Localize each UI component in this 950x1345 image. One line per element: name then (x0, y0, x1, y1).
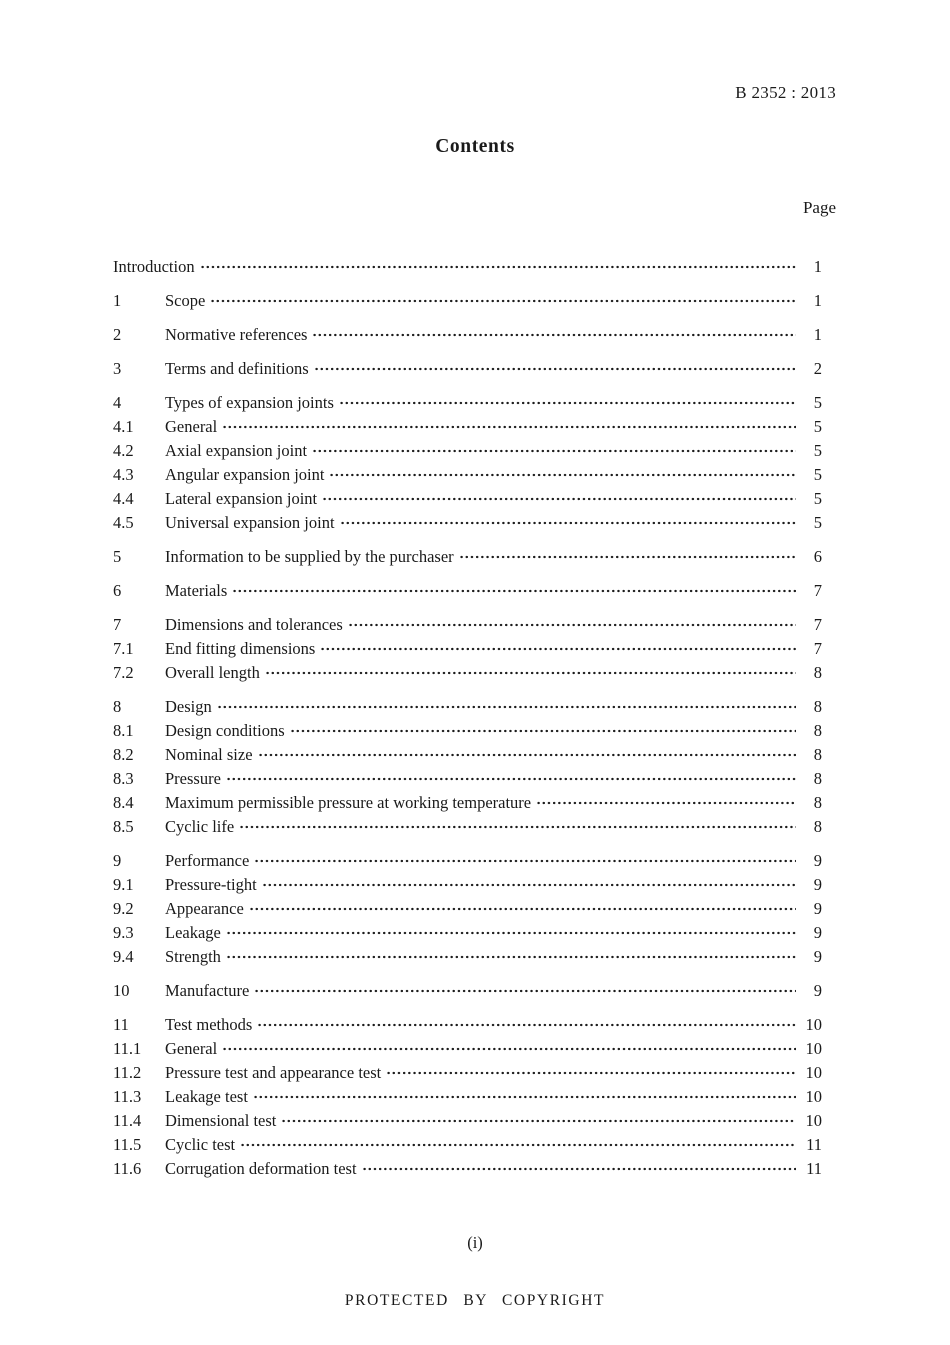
toc-entry-number: 9.1 (113, 875, 134, 894)
toc-entry (113, 921, 822, 945)
toc-entry-title: Cyclic test (165, 1135, 236, 1154)
toc-entry (113, 391, 822, 415)
toc-entry-title: Nominal size (165, 745, 253, 764)
toc-group (113, 979, 822, 1003)
toc-entry-title: Design conditions (165, 721, 285, 740)
toc-entry-number: 8 (113, 697, 122, 716)
toc-entry-title: Terms and definitions (165, 359, 309, 378)
toc-entry-number: 9.3 (113, 923, 134, 942)
toc-entry-title: Corrugation deformation test (165, 1159, 357, 1178)
toc-group (113, 579, 822, 603)
toc-group (113, 613, 822, 685)
toc-group (113, 255, 822, 279)
toc-entry-number: 2 (113, 325, 122, 344)
toc-leader-dots (226, 952, 796, 962)
toc-leader-dots (322, 494, 796, 504)
toc-entry-page: 5 (813, 513, 822, 532)
toc-entry-page: 2 (813, 359, 822, 378)
toc-entry-number: 7.2 (113, 663, 134, 682)
toc-leader-dots (362, 1164, 796, 1174)
toc-entry-number: 8.2 (113, 745, 134, 764)
toc-leader-dots (254, 856, 796, 866)
toc-leader-dots (314, 364, 796, 374)
toc-entry-title: Normative references (165, 325, 308, 344)
toc-entry-title: End fitting dimensions (165, 639, 316, 658)
toc-entry-page: 5 (813, 393, 822, 412)
toc-leader-dots (329, 470, 796, 480)
toc-entry-page: 11 (806, 1135, 822, 1154)
toc-group (113, 357, 822, 381)
toc-entry-title: Information to be supplied by the purchaser (165, 547, 454, 566)
toc-entry-page: 5 (813, 417, 822, 436)
toc-entry-title: Lateral expansion joint (165, 489, 318, 508)
toc-entry-number: 11.1 (113, 1039, 142, 1058)
toc-entry-page: 7 (813, 581, 822, 600)
toc-leader-dots (257, 1020, 796, 1030)
toc-entry-title: Strength (165, 947, 221, 966)
toc-entry-page: 10 (805, 1015, 822, 1034)
toc-entry-page: 1 (813, 257, 822, 276)
toc-leader-dots (249, 904, 796, 914)
toc-entry (113, 849, 822, 873)
footer-page-number: (i) (467, 1233, 483, 1252)
toc-group (113, 1013, 822, 1181)
toc-entry (113, 637, 822, 661)
toc-entry-title: Introduction (113, 257, 195, 276)
toc-entry (113, 613, 822, 637)
toc-leader-dots (222, 422, 796, 432)
toc-entry (113, 463, 822, 487)
toc-entry-title: Universal expansion joint (165, 513, 335, 532)
toc-leader-dots (226, 928, 796, 938)
toc-entry (113, 1013, 822, 1037)
toc-entry-title: Overall length (165, 663, 260, 682)
toc-leader-dots (240, 1140, 796, 1150)
toc-entry-page: 5 (813, 465, 822, 484)
toc-entry-title: Materials (165, 581, 228, 600)
toc-entry-number: 4.4 (113, 489, 134, 508)
toc-entry-title: Pressure test and appearance test (165, 1063, 382, 1082)
toc-group (113, 289, 822, 313)
toc-entry (113, 487, 822, 511)
toc-entry-number: 11 (113, 1015, 129, 1034)
toc-entry-page: 5 (813, 441, 822, 460)
copyright-notice: PROTECTED BY COPYRIGHT (344, 1292, 606, 1309)
toc-entry-number: 11.6 (113, 1159, 142, 1178)
toc-entry-number: 4.5 (113, 513, 134, 532)
toc-entry (113, 897, 822, 921)
toc-entry-title: Dimensions and tolerances (165, 615, 343, 634)
toc-entry-page: 5 (813, 489, 822, 508)
toc-leader-dots (258, 750, 796, 760)
toc-list (0, 255, 950, 1181)
toc-entry-page: 11 (806, 1159, 822, 1178)
toc-entry (113, 873, 822, 897)
toc-entry (113, 545, 822, 569)
toc-entry-number: 9.4 (113, 947, 134, 966)
toc-entry-title: General (165, 417, 218, 436)
toc-entry (113, 255, 822, 279)
toc-group (113, 323, 822, 347)
toc-entry-page: 9 (813, 981, 822, 1000)
toc-leader-dots (312, 330, 796, 340)
toc-entry-title: Leakage (165, 923, 221, 942)
toc-leader-dots (536, 798, 796, 808)
toc-entry-page: 8 (813, 663, 822, 682)
toc-entry (113, 289, 822, 313)
toc-entry-title: Cyclic life (165, 817, 235, 836)
toc-entry (113, 511, 822, 535)
toc-leader-dots (226, 774, 796, 784)
toc-entry-title: General (165, 1039, 218, 1058)
toc-group (113, 695, 822, 839)
toc-entry-title: Dimensional test (165, 1111, 277, 1130)
toc-entry (113, 357, 822, 381)
toc-entry-number: 9.2 (113, 899, 134, 918)
page-title: Contents (435, 136, 515, 157)
toc-entry-number: 3 (113, 359, 122, 378)
toc-entry-number: 7.1 (113, 639, 134, 658)
toc-leader-dots (253, 1092, 796, 1102)
toc-entry (113, 791, 822, 815)
toc-leader-dots (348, 620, 796, 630)
toc-entry-number: 4 (113, 393, 122, 412)
toc-entry-page: 1 (813, 291, 822, 310)
toc-entry-number: 8.1 (113, 721, 134, 740)
toc-entry-page: 9 (813, 851, 822, 870)
toc-leader-dots (320, 644, 796, 654)
toc-entry-page: 1 (813, 325, 822, 344)
toc-entry-number: 11.4 (113, 1111, 142, 1130)
toc-entry (113, 979, 822, 1003)
toc-leader-dots (217, 702, 796, 712)
toc-leader-dots (265, 668, 796, 678)
toc-entry-number: 1 (113, 291, 122, 310)
document-number: B 2352 : 2013 (735, 83, 836, 102)
toc-entry-number: 4.3 (113, 465, 134, 484)
toc-entry (113, 719, 822, 743)
toc-entry-page: 6 (813, 547, 822, 566)
toc-entry-number: 11.2 (113, 1063, 142, 1082)
toc-leader-dots (200, 262, 796, 272)
toc-entry (113, 579, 822, 603)
toc-entry-title: Performance (165, 851, 250, 870)
toc-entry-number: 8.3 (113, 769, 134, 788)
toc-entry-number: 8.5 (113, 817, 134, 836)
toc-leader-dots (281, 1116, 796, 1126)
toc-entry (113, 815, 822, 839)
toc-entry-page: 10 (805, 1063, 822, 1082)
toc-entry-title: Test methods (165, 1015, 253, 1034)
toc-entry-title: Appearance (165, 899, 244, 918)
toc-entry (113, 1037, 822, 1061)
toc-entry-page: 10 (805, 1111, 822, 1130)
toc-entry (113, 1109, 822, 1133)
toc-entry (113, 695, 822, 719)
toc-leader-dots (290, 726, 796, 736)
toc-entry-page: 9 (813, 947, 822, 966)
toc-entry-title: Types of expansion joints (165, 393, 334, 412)
page-column-label: Page (802, 198, 836, 217)
toc-entry-page: 8 (813, 793, 822, 812)
toc-entry-page: 8 (813, 817, 822, 836)
toc-entry-title: Axial expansion joint (165, 441, 308, 460)
toc-entry-page: 8 (813, 769, 822, 788)
toc-entry (113, 1085, 822, 1109)
toc-entry-page: 9 (813, 875, 822, 894)
toc-entry (113, 1157, 822, 1181)
toc-entry-number: 11.3 (113, 1087, 142, 1106)
toc-entry-title: Angular expansion joint (165, 465, 325, 484)
toc-entry (113, 661, 822, 685)
toc-entry-number: 5 (113, 547, 122, 566)
toc-entry-title: Pressure-tight (165, 875, 257, 894)
toc-entry (113, 1061, 822, 1085)
toc-entry-page: 8 (813, 745, 822, 764)
toc-entry-number: 8.4 (113, 793, 134, 812)
toc-entry-title: Maximum permissible pressure at working temperature (165, 793, 532, 812)
toc-entry (113, 415, 822, 439)
toc-entry-number: 6 (113, 581, 122, 600)
toc-leader-dots (459, 552, 796, 562)
toc-leader-dots (262, 880, 796, 890)
toc-entry-page: 7 (813, 615, 822, 634)
toc-group (113, 849, 822, 969)
toc-entry-title: Scope (165, 291, 206, 310)
toc-entry-page: 8 (813, 697, 822, 716)
toc-leader-dots (254, 986, 796, 996)
toc-group (113, 545, 822, 569)
toc-entry-number: 7 (113, 615, 122, 634)
toc-entry-page: 10 (805, 1039, 822, 1058)
toc-entry-title: Design (165, 697, 212, 716)
toc-entry-title: Manufacture (165, 981, 250, 1000)
toc-leader-dots (340, 518, 796, 528)
toc-entry-number: 4.1 (113, 417, 134, 436)
toc-leader-dots (386, 1068, 796, 1078)
toc-leader-dots (222, 1044, 796, 1054)
toc-entry-number: 11.5 (113, 1135, 142, 1154)
toc-entry (113, 767, 822, 791)
toc-entry-page: 9 (813, 899, 822, 918)
toc-entry (113, 743, 822, 767)
toc-leader-dots (339, 398, 796, 408)
toc-leader-dots (239, 822, 796, 832)
toc-entry-page: 7 (813, 639, 822, 658)
toc-entry-number: 9 (113, 851, 122, 870)
toc-entry-page: 8 (813, 721, 822, 740)
toc-entry (113, 945, 822, 969)
toc-leader-dots (210, 296, 796, 306)
toc-entry-page: 9 (813, 923, 822, 942)
toc-entry-number: 4.2 (113, 441, 134, 460)
toc-entry (113, 323, 822, 347)
toc-group (113, 391, 822, 535)
toc-entry (113, 1133, 822, 1157)
toc-entry-title: Pressure (165, 769, 221, 788)
toc-entry-title: Leakage test (165, 1087, 248, 1106)
toc-leader-dots (232, 586, 796, 596)
toc-entry (113, 439, 822, 463)
toc-entry-page: 10 (805, 1087, 822, 1106)
toc-leader-dots (312, 446, 796, 456)
toc-entry-number: 10 (113, 981, 130, 1000)
